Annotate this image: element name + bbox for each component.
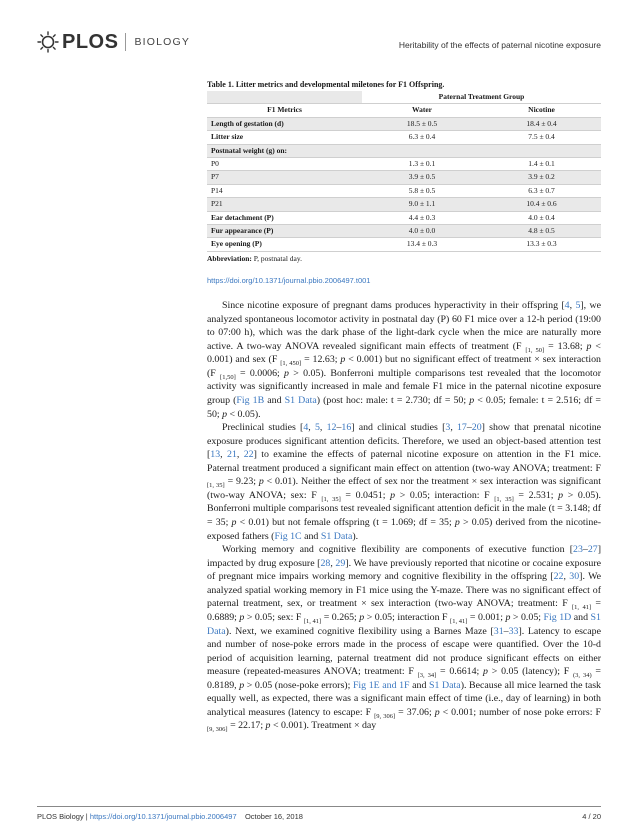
citation-link[interactable]: 17 [456,422,467,434]
citation-link[interactable]: 4 [303,422,309,434]
row-nicotine: 3.9 ± 0.2 [482,171,601,184]
figure-link[interactable]: Fig 1C [274,530,302,542]
group-header: Paternal Treatment Group [362,91,601,104]
data-link[interactable]: S1 Data [320,530,353,542]
citation-link[interactable]: 27 [587,544,598,556]
footer-date: October 16, 2018 [244,812,303,821]
citation-link[interactable]: 20 [471,422,482,434]
row-nicotine: 18.4 ± 0.4 [482,117,601,130]
row-water: 1.3 ± 0.1 [362,158,482,171]
data-link[interactable]: S1 Data [429,679,461,691]
citation-link[interactable]: 29 [335,557,346,569]
plos-logo [37,30,190,54]
table-row [207,184,601,197]
row-water: 4.0 ± 0.0 [362,225,482,238]
row-nicotine: 1.4 ± 0.1 [482,158,601,171]
plos-sunburst-icon [37,31,59,53]
row-water: 6.3 ± 0.4 [362,131,482,144]
footer-journal: PLOS Biology [37,812,84,821]
figure-link[interactable]: Fig 1B [236,394,265,406]
table-row [207,171,601,184]
row-water: 9.0 ± 1.1 [362,198,482,211]
citation-link[interactable]: 5 [575,300,581,311]
data-link[interactable]: S1 Data [284,394,317,406]
col-header-metric: F1 Metrics [207,104,362,117]
table-row [207,131,601,144]
table-row [207,225,601,238]
row-nicotine: 6.3 ± 0.7 [482,184,601,197]
row-nicotine: 4.8 ± 0.5 [482,225,601,238]
logo-divider [125,33,126,51]
figure-link[interactable]: Fig 1D [543,611,572,623]
page-footer: PLOS Biology | https://doi.org/10.1371/journal.pbio.2006497 October 16, 2018 [37,812,303,821]
row-metric: P14 [207,184,362,197]
row-metric: Ear detachment (P) [207,211,362,224]
citation-link[interactable]: 30 [569,571,580,583]
citation-link[interactable]: 16 [341,422,352,434]
table-row [207,238,601,251]
table-row [207,117,601,130]
paragraph: Preclinical studies [4, 5, 12–16] and clinical studies [3, 17–20] show that prenatal nicotine exposure produces significant attention deficits. Therefore, we used an object-based attention test [13, 21, 22] to examine the effects of paternal nicotine exposure on attention in the F1 mice. Paternal treatment produced a significant main effect on attention (two-way ANOVA; treatment: F $_{[1, 35]}$ = 9.23; p < 0.01). Neither the effect of sex nor the treatment × sex interaction was significant (two-way ANOVA; sex: F $_{[1, 35]}$ = 0.0451; p > 0.05; interaction: F $_{[1, 35]}$ = 2.531; p > 0.05). Bonferroni multiple comparisons test revealed significant attention deficit in the male (t = 3.148; df = 35; p < 0.01) but not female offspring (t = 1.069; df = 35; p > 0.05) derived from the nicotine-exposed fathers (Fig 1C and S1 Data). [207,422,602,542]
citation-link[interactable]: 13 [210,449,221,461]
citation-link[interactable]: 21 [227,449,237,461]
citation-link[interactable]: 22 [243,449,254,461]
row-metric: P0 [207,158,362,171]
table-row [207,144,601,157]
table-footnote: Abbreviation: P, postnatal day. [207,254,303,263]
citation-link[interactable]: 33 [508,625,519,637]
row-metric: Postnatal weight (g) on: [207,144,362,157]
paragraph: Since nicotine exposure of pregnant dams produces hyperactivity in their offspring [4, 5], we analyzed spontaneous locomotor activity in postnatal day (P) 60 F1 mice over a 12-h period (19:00 to 07:00 h), which was the dark phase of the light-dark cycle when the mice are naturally more active. A two-way ANOVA revealed significant main effects of treatment (F $_{[1, 50]}$ = 13.68; p < 0.001) and sex (F $_{[1, 450]}$ = 12.63; p < 0.001) but no significant effect of treatment × sex interaction (F $_{[1,50]}$ = 0.0006; p > 0.05). Bonferroni multiple comparisons test revealed that the locomotor activity was significantly increased in male and female F1 mice in the paternal nicotine exposure group (Fig 1B and S1 Data) (post hoc: male: t = 2.730; df = 50; p < 0.05; female: t = 2.516; df = 50; p < 0.05). [207,300,601,420]
data-link[interactable]: S1 Data [207,611,601,637]
page-number: 4 / 20 [582,812,601,821]
table-caption: Table 1. Litter metrics and developmental miletones for F1 Offspring. [207,80,445,89]
article-body [207,299,601,733]
citation-link[interactable]: 3 [445,422,451,434]
citation-link[interactable]: 12 [326,422,337,434]
row-nicotine: 4.0 ± 0.4 [482,211,601,224]
citation-link[interactable]: 5 [314,422,320,434]
row-nicotine: 7.5 ± 0.4 [482,131,601,144]
table-group-header-row [207,91,601,104]
logo-wordmark: PLOS [62,30,119,53]
running-title: Heritability of the effects of paternal nicotine exposure [398,40,601,50]
row-water: 5.8 ± 0.5 [362,184,482,197]
row-metric: Litter size [207,131,362,144]
row-metric: Fur appearance (P) [207,225,362,238]
footer-divider [37,806,601,807]
row-metric: Length of gestation (d) [207,117,362,130]
row-water: 4.4 ± 0.3 [362,211,482,224]
table-row [207,198,601,211]
citation-link[interactable]: 28 [320,557,331,569]
citation-link[interactable]: 23 [573,544,583,556]
table-doi-link[interactable]: https://doi.org/10.1371/journal.pbio.2006497.t001 [207,276,371,285]
row-water: 3.9 ± 0.5 [362,171,482,184]
row-metric: Eye opening (P) [207,238,362,251]
row-water [362,144,482,157]
row-nicotine: 10.4 ± 0.6 [482,198,601,211]
row-water: 13.4 ± 0.3 [362,238,482,251]
col-header-water: Water [362,104,482,117]
row-nicotine [482,144,601,157]
col-header-nicotine: Nicotine [482,104,601,117]
paragraph: Working memory and cognitive flexibility are components of executive function [23–27] impacted by drug exposure [28, 29]. We have previously reported that nicotine or cocaine exposure of pregnant mice impairs working memory and cognitive flexibility in the offspring [22, 30]. We analyzed spatial working memory in F1 mice using the Y-maze. There was no significant effect of paternal treatment, sex, or treatment × sex interaction (two-way ANOVA; treatment: F $_{[1, 41]}$ = 0.6889; p > 0.05; sex: F $_{[1, 41]}$ = 0.265; p > 0.05; interaction F $_{[1, 41]}$ = 0.001; p > 0.05; Fig 1D and S1 Data). Next, we examined cognitive flexibility using a Barnes Maze [31–33]. Latency to escape and number of nose-poke errors made in the process of escape were quantified. Over the 10-d period of acquisition learning, paternal treatment did not produce significant effects on either measure (repeated-measures ANOVA; treatment: F $_{[3, 34]}$ = 0.6614; p > 0.05 (latency); F $_{(3, 34)}$ = 0.8189, p > 0.05 (nose-poke errors); Fig 1E and 1F and S1 Data). Because all mice learned the task equally well, as expected, there was a significant main effect of time (i.e., day of learning) in both analytical measures (latency to escape: F $_{[9, 306]}$ = 37.06; p < 0.001; number of nose poke errors: F $_{[9, 306]}$ = 22.17; p < 0.001). Treatment × day [207,544,602,734]
table-row [207,158,601,171]
citation-link[interactable]: 31 [493,625,504,637]
citation-link[interactable]: 4 [564,300,570,311]
metrics-table [207,91,601,252]
row-metric: P21 [207,198,362,211]
table-row [207,211,601,224]
table-header-row [207,104,601,117]
citation-link[interactable]: 22 [553,571,564,583]
journal-name: BIOLOGY [134,36,191,48]
footer-doi-link[interactable]: https://doi.org/10.1371/journal.pbio.2006497 [89,812,237,821]
row-water: 18.5 ± 0.5 [362,117,482,130]
row-metric: P7 [207,171,362,184]
figure-link[interactable]: Fig 1E and 1F [352,679,410,691]
row-nicotine: 13.3 ± 0.3 [482,238,601,251]
